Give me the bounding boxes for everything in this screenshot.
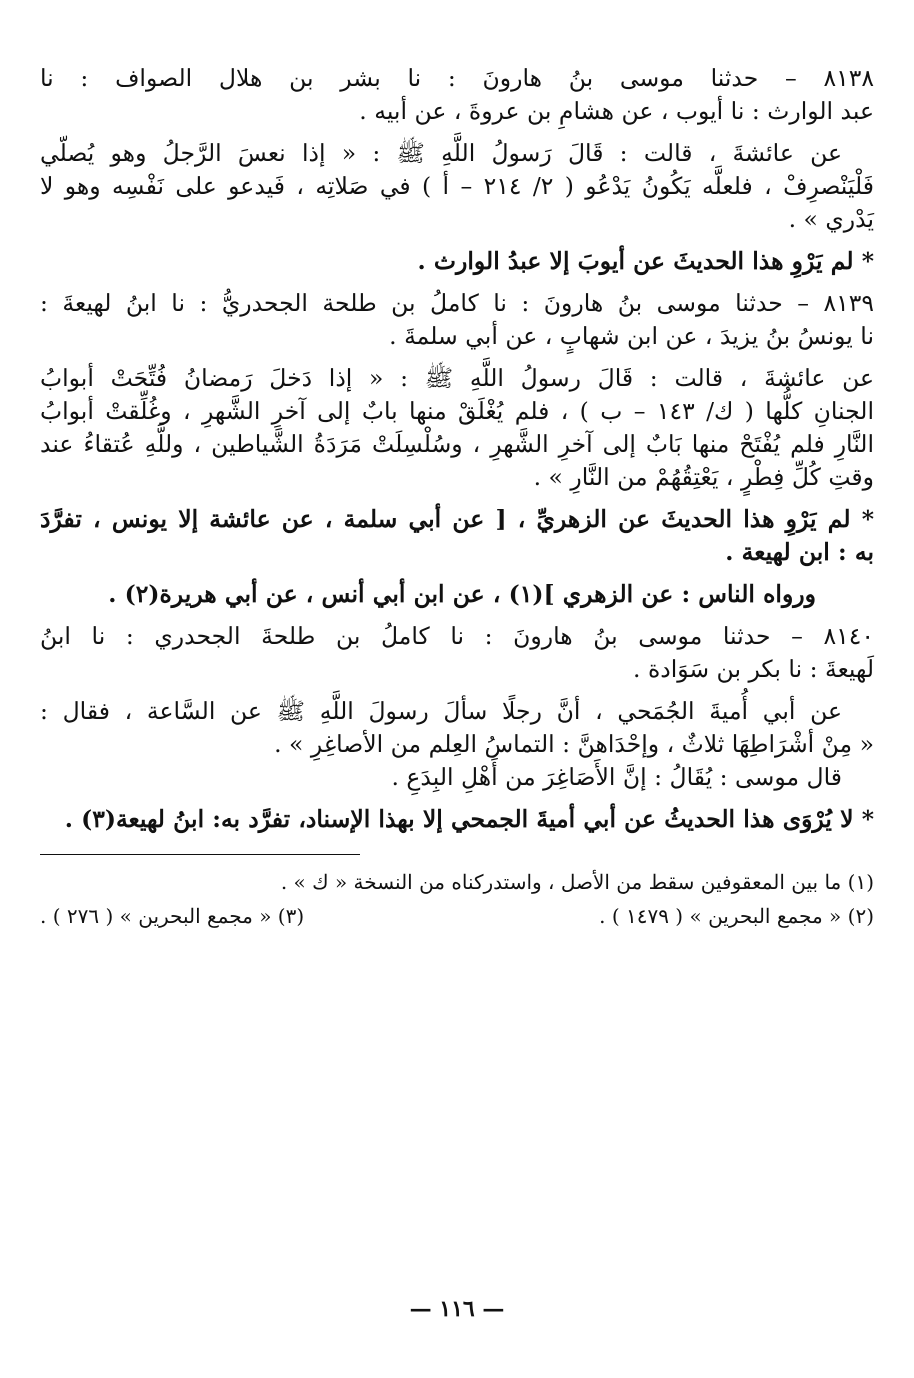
- hadith-8140-line-5: قال موسى : يُقَالُ : إنَّ الأَصَاغِرَ من أَهْلِ البِدَعِ .: [391, 763, 842, 791]
- footnote-3: (٣) « مجمع البحرين » ( ٢٧٦ ) .: [40, 904, 305, 928]
- hadith-8139-line-3: عن عائشةَ ، قالت : قَالَ رسولُ اللَّهِ ﷺ : « إذا دَخلَ رَمضانُ فُتِّحَتْ أبوابُ: [40, 364, 874, 392]
- hadith-8140-line-3: عن أبي أُميةَ الجُمَحي ، أنَّ رجلًا سألَ رسولَ اللَّهِ ﷺ عن السَّاعة ، فقال :: [40, 697, 842, 725]
- footnote-divider: [40, 854, 360, 855]
- hadith-8139-line-4: الجنانِ كلُّها ( ك/ ١٤٣ – ب ) ، فلم يُغْلَقْ منها بابٌ إلى آخرِ الشَّهرِ ، وغُلِّقتْ أبوابُ: [40, 397, 874, 425]
- hadith-8138-line-1: ٨١٣٨ – حدثنا موسى بنُ هارونَ : نا بشر بن هلال الصواف : نا: [40, 64, 874, 92]
- comment-8139-line-3: ورواه الناس : عن الزهري ](١) ، عن ابن أبي أنس ، عن أبي هريرة(٢) .: [108, 580, 816, 608]
- hadith-8140-line-4: « مِنْ أشْرَاطِهَا ثلاثٌ ، وإحْدَاهنَّ : التماسُ العِلم من الأصاغِرِ » .: [274, 730, 874, 758]
- hadith-8139-line-6: وقتِ كُلِّ فِطْرٍ ، يَعْتِقُهُمْ من النَّارِ » .: [533, 463, 874, 491]
- comment-8138: * لم يَرْوِ هذا الحديثَ عن أيوبَ إلا عبدُ الوارث .: [417, 247, 874, 275]
- hadith-8140-line-1: ٨١٤٠ – حدثنا موسى بنُ هارونَ : نا كاملُ بن طلحةَ الجحدري : نا ابنُ: [40, 622, 874, 650]
- hadith-8138-line-2: عبد الوارث : نا أيوب ، عن هشامِ بن عروةَ ، عن أبيه .: [359, 97, 874, 125]
- footnote-1: (١) ما بين المعقوفين سقط من الأصل ، واستدركناه من النسخة « ك » .: [280, 870, 874, 894]
- hadith-8138-line-4: فَلْيَنْصرِفْ ، فلعلَّه يَكُونُ يَدْعُو ( ٢/ ٢١٤ – أ ) في صَلاتِه ، فَيدعو على نَفْسِه وهو لا: [40, 172, 874, 200]
- hadith-8139-line-1: ٨١٣٩ – حدثنا موسى بنُ هارونَ : نا كاملُ بن طلحة الجحدريُّ : نا ابنُ لهيعةَ :: [40, 289, 874, 317]
- comment-8139-line-1: * لم يَرْوِ هذا الحديثَ عن الزهريِّ ، [ عن أبي سلمة ، عن عائشة إلا يونس ، تفرَّدَ: [40, 505, 874, 533]
- comment-8139-line-2: به : ابن لهيعة .: [725, 538, 874, 566]
- hadith-8139-line-2: نا يونسُ بنُ يزيدَ ، عن ابن شهابٍ ، عن أبي سلمةَ .: [389, 322, 874, 350]
- footnote-2: (٢) « مجمع البحرين » ( ١٤٧٩ ) .: [599, 904, 874, 928]
- hadith-8138-line-5: يَدْري » .: [788, 205, 874, 233]
- page-number: — ١١٦ —: [409, 1296, 505, 1322]
- comment-8140: * لا يُرْوَى هذا الحديثُ عن أبي أميةَ الجمحي إلا بهذا الإسناد، تفرَّد به: ابنُ لهيعة(٣) .: [64, 805, 874, 833]
- hadith-8139-line-5: النَّارِ فلم يُفْتَحْ منها بَابٌ إلى آخرِ الشَّهرِ ، وسُلْسِلَتْ مَرَدَةُ الشَّياطين ، وللَّهِ عُتقاءُ عند: [40, 430, 874, 458]
- hadith-8138-line-3: عن عائشةَ ، قالت : قَالَ رَسولُ اللَّهِ ﷺ : « إذا نعسَ الرَّجلُ وهو يُصلّي: [40, 139, 842, 167]
- footnote-row: [40, 899, 874, 933]
- hadith-8140-line-2: لَهيعةَ : نا بكر بن سَوَادة .: [633, 655, 874, 683]
